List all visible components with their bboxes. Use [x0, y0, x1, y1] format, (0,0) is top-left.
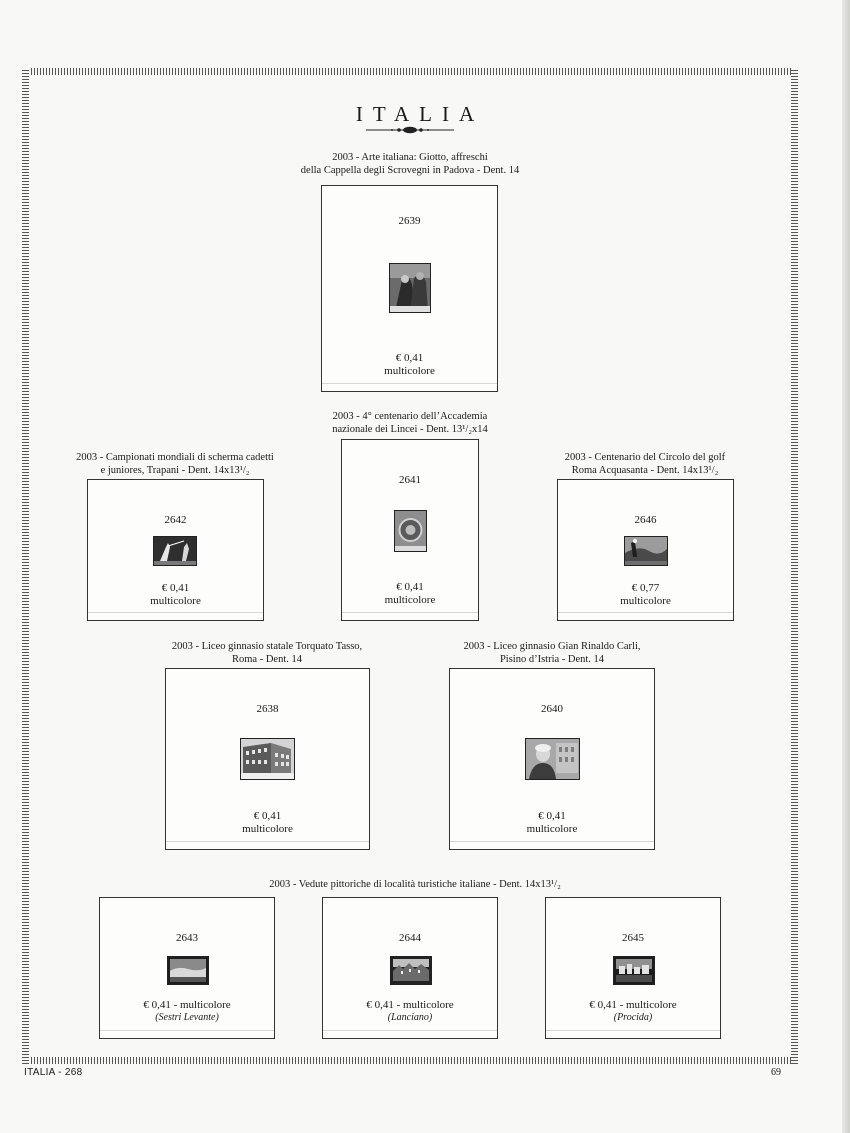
- caption-line: Roma - Dent. 14: [232, 653, 302, 665]
- stamp-price: [450, 810, 654, 835]
- caption-line: 2003 - Liceo ginnasio statale Torquato Tasso,: [171, 641, 363, 652]
- stamp-value: € 0,41: [395, 352, 424, 364]
- stamp-image-lanciano: [390, 956, 432, 985]
- section-caption-tasso: [147, 641, 387, 666]
- stamp-price: [100, 999, 274, 1024]
- stamp-value: € 0,41 - multicolore: [589, 999, 677, 1011]
- stamp-number: 2641: [399, 474, 421, 486]
- stamp-price: [546, 999, 720, 1024]
- stamp-place: (Sestri Levante): [155, 1011, 219, 1023]
- stamp-color: multicolore: [384, 593, 436, 606]
- stamp-price: [88, 582, 263, 607]
- stamp-number: 2638: [256, 703, 279, 715]
- stamp-color: multicolore: [526, 822, 578, 835]
- stamp-image-lincei: [394, 510, 427, 552]
- section-caption-golf: [525, 452, 765, 477]
- page-edge-shadow: [842, 0, 850, 1133]
- stamp-image-procida: [613, 956, 655, 985]
- section-caption-giotto: [260, 152, 560, 177]
- stamp-image-giotto: [389, 263, 431, 313]
- caption-line: 2003 - Arte italiana: Giotto, affreschi: [332, 152, 488, 163]
- stamp-image-golf: [624, 536, 668, 566]
- stamp-color: multicolore: [150, 594, 201, 607]
- stamp-card-2642: [87, 479, 264, 621]
- stamp-color: multicolore: [620, 594, 671, 607]
- caption-line: 2003 - 4° centenario dell’Accademia: [332, 411, 488, 422]
- stamp-number: 2643: [176, 932, 198, 944]
- stamp-value: € 0,41 - multicolore: [143, 999, 231, 1011]
- stamp-card-2640: [449, 668, 655, 850]
- stamp-color: multicolore: [242, 822, 293, 835]
- section-caption-lincei: [290, 411, 530, 436]
- caption-line: Pisino d’Istria - Dent. 14: [499, 653, 605, 665]
- page-number: 69: [771, 1067, 781, 1078]
- stamp-image-carli: [525, 738, 580, 780]
- stamp-number: 2646: [634, 514, 657, 526]
- section-caption-scherma: [55, 452, 295, 477]
- caption-line: 2003 - Campionati mondiali di scherma cadetti: [76, 452, 274, 463]
- stamp-number: 2642: [164, 514, 187, 526]
- stamp-card-2638: [165, 668, 370, 850]
- stamp-price: [323, 999, 497, 1024]
- stamp-number: 2645: [622, 932, 644, 944]
- caption-line: della Cappella degli Scrovegni in Padova - Dent. 14: [300, 164, 520, 176]
- stamp-card-2641: [341, 439, 479, 621]
- decorative-border-top: [22, 68, 798, 75]
- footer-catalog-ref: ITALIA - 268: [24, 1067, 83, 1078]
- stamp-card-2646: [557, 479, 734, 621]
- stamp-card-2645: [545, 897, 721, 1039]
- stamp-number: 2640: [541, 703, 563, 715]
- stamp-value: € 0,77: [631, 582, 660, 594]
- decorative-border-right: [791, 68, 798, 1064]
- stamp-value: € 0,41: [253, 810, 282, 822]
- stamp-value: € 0,41: [538, 810, 566, 822]
- caption-line: 2003 - Centenario del Circolo del golf: [564, 452, 726, 463]
- stamp-price: [322, 352, 497, 377]
- stamp-value: € 0,41: [161, 582, 190, 594]
- caption-line: Roma Acquasanta - Dent. 14x13¹/₂: [571, 464, 719, 476]
- section-caption-vedute: [205, 879, 625, 892]
- stamp-price: [558, 582, 733, 607]
- stamp-card-2643: [99, 897, 275, 1039]
- section-caption-carli: [432, 641, 672, 666]
- stamp-value: € 0,41 - multicolore: [366, 999, 454, 1011]
- caption-line: e juniores, Trapani - Dent. 14x13¹/₂: [100, 464, 250, 476]
- caption-line: 2003 - Vedute pittoriche di località turistiche italiane - Dent. 14x13¹/₂: [269, 879, 561, 890]
- page-title: ITALIA: [355, 102, 485, 126]
- stamp-place: (Procida): [613, 1011, 653, 1023]
- stamp-place: (Lanciano): [387, 1011, 433, 1023]
- stamp-card-2644: [322, 897, 498, 1039]
- caption-line: nazionale dei Lincei - Dent. 13¹/₂x14: [332, 423, 488, 435]
- stamp-image-sestri-levante: [167, 956, 209, 985]
- caption-line: 2003 - Liceo ginnasio Gian Rinaldo Carli,: [463, 641, 641, 652]
- title-ornament-icon: [362, 124, 458, 136]
- stamp-image-tasso: [240, 738, 295, 780]
- stamp-color: multicolore: [384, 364, 435, 377]
- stamp-price: [342, 581, 478, 606]
- stamp-image-scherma: [153, 536, 197, 566]
- stamp-number: 2639: [398, 215, 421, 227]
- stamp-price: [166, 810, 369, 835]
- stamp-value: € 0,41: [396, 581, 424, 593]
- stamp-card-2639: [321, 185, 498, 392]
- decorative-border-left: [22, 68, 29, 1064]
- stamp-number: 2644: [399, 932, 421, 944]
- decorative-border-bottom: [22, 1057, 798, 1064]
